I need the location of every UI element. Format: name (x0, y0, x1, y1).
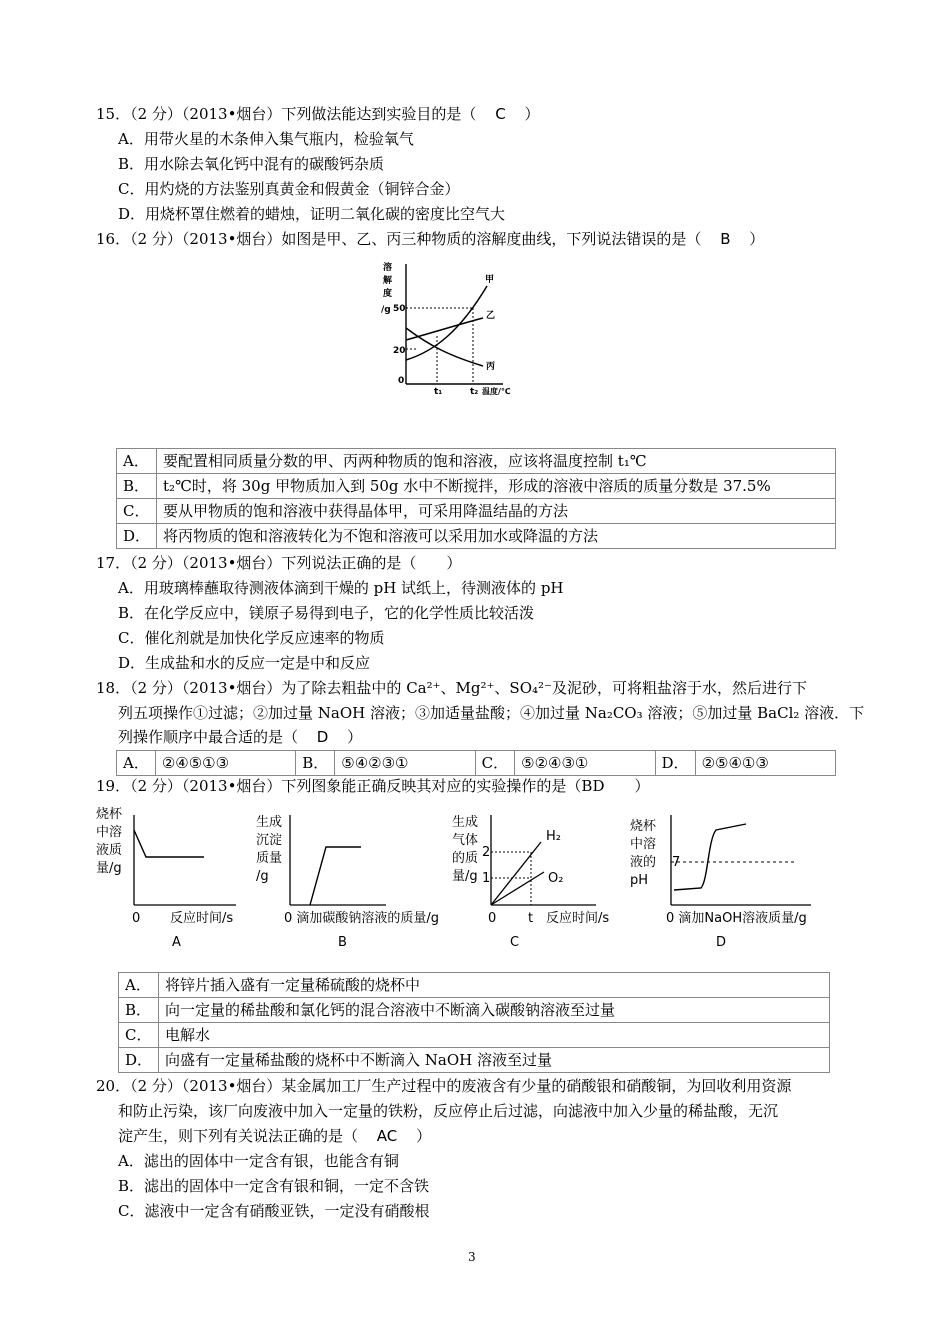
c-xlabel: 反应时间/s (546, 911, 610, 926)
graph-ylabel-2: 解 (383, 276, 393, 286)
t1-label: t₁ (434, 387, 443, 397)
a-origin: 0 (132, 911, 141, 926)
x-axis-label: 温度/℃ (482, 387, 511, 396)
a-ylabel-1: 烧杯 (96, 807, 123, 822)
q19-option-b: B． 向一定量的稀盐酸和氯化钙的混合溶液中不断滴入碳酸钠溶液至过量 (119, 998, 830, 1023)
tick-50: 50 (393, 304, 406, 314)
c-origin: 0 (488, 911, 497, 926)
b-ylabel-3: 质量 (256, 851, 283, 866)
b-ylabel-4: /g (256, 869, 269, 884)
d-curve (674, 824, 746, 890)
c-h2-label: H₂ (546, 829, 561, 844)
q16-stem: 16．（2 分）（2013•烟台）如图是甲、乙、丙三种物质的溶解度曲线，下列说法错误的是（ B ） (96, 230, 765, 248)
c-line-h2 (491, 842, 541, 905)
q19-options-table (118, 972, 830, 1073)
b-ylabel-1: 生成 (256, 815, 283, 830)
label-jia: 甲 (485, 275, 495, 285)
q18-option-a-label: A． (117, 751, 156, 776)
a-ylabel-4: 量/g (96, 861, 122, 876)
q15-option-c: C．用灼烧的方法鉴别真黄金和假黄金（铜锌合金） (118, 180, 460, 198)
c-ylabel-2: 气体 (452, 833, 479, 848)
q16-options-table (116, 448, 836, 549)
q16-answer: B (720, 230, 731, 248)
c-tick-2: 2 (482, 845, 491, 860)
curve-bing (406, 328, 483, 366)
q18-option-b-label: B． (296, 751, 335, 776)
q17-option-d: D．生成盐和水的反应一定是中和反应 (118, 654, 371, 672)
q15-option-b: B．用水除去氧化钙中混有的碳酸钙杂质 (118, 155, 385, 173)
d-ylabel-3: 液的 (630, 855, 657, 870)
c-ylabel-1: 生成 (452, 815, 479, 830)
b-xlabel: 0 滴加碳酸钠溶液的质量/g (284, 911, 440, 926)
q17-stem: 17．（2 分）（2013•烟台）下列说法正确的是（ ） (96, 554, 462, 572)
q19-option-c: C． 电解水 (119, 1023, 830, 1048)
q18-option-d: ②⑤④①③ (695, 751, 835, 776)
solubility-graph (375, 256, 525, 406)
q18-option-c-label: C． (475, 751, 514, 776)
q18-option-a: ②④⑤①③ (155, 751, 295, 776)
label-bing: 丙 (486, 362, 496, 372)
q18-line3: 列操作顺序中最合适的是（ D ） (118, 728, 363, 746)
q16-option-a: A． 要配置相同质量分数的甲、丙两种物质的饱和溶液，应该将温度控制 t₁℃ (117, 449, 836, 474)
c-caption: C (510, 935, 520, 950)
d-caption: D (716, 935, 727, 950)
b-ylabel-2: 沉淀 (256, 833, 283, 848)
a-caption: A (172, 935, 181, 950)
q18-option-d-label: D． (655, 751, 695, 776)
label-yi: 乙 (486, 311, 496, 321)
t2-label: t₂ (470, 387, 479, 397)
q17-option-a: A．用玻璃棒蘸取待测液体滴到干燥的 pH 试纸上，待测液体的 pH (118, 579, 564, 597)
b-curve (310, 847, 361, 905)
c-o2-label: O₂ (548, 871, 564, 886)
q16-option-d: D． 将丙物质的饱和溶液转化为不饱和溶液可以采用加水或降温的方法 (117, 524, 836, 549)
q15-option-d: D．用烧杯罩住燃着的蜡烛，证明二氧化碳的密度比空气大 (118, 205, 506, 223)
q17-option-b: B．在化学反应中，镁原子易得到电子，它的化学性质比较活泼 (118, 604, 535, 622)
q20-option-c: C．滤液中一定含有硝酸亚铁，一定没有硝酸根 (118, 1202, 430, 1220)
q18-option-b: ⑤④②③① (335, 751, 475, 776)
a-ylabel-2: 中溶 (96, 825, 123, 840)
a-curve (134, 830, 204, 857)
q18-answer: D (316, 728, 329, 746)
d-ylabel-4: pH (630, 873, 649, 888)
d-ylabel-2: 中溶 (630, 837, 657, 852)
c-line-o2 (491, 872, 544, 905)
c-tick-1: 1 (482, 871, 491, 886)
a-xlabel: 反应时间/s (170, 911, 234, 926)
page-number: 3 (468, 1250, 476, 1264)
q17-option-c: C．催化剂就是加快化学反应速率的物质 (118, 629, 385, 647)
c-t-label: t (528, 911, 534, 926)
q19-graphs (96, 800, 836, 960)
q18-options-table (116, 750, 836, 776)
q20-option-a: A．滤出的固体中一定含有银，也能含有铜 (118, 1152, 399, 1170)
q15-option-a: A．用带火星的木条伸入集气瓶内，检验氧气 (118, 130, 414, 148)
graph-ylabel-3: 度 (383, 289, 393, 299)
q20-line3: 淀产生，则下列有关说法正确的是（ AC ） (118, 1127, 432, 1145)
q18-line1: 18．（2 分）（2013•烟台）为了除去粗盐中的 Ca²⁺、Mg²⁺、SO₄²⁻及泥砂，可将粗盐溶于水，然后进行下 (96, 679, 807, 697)
q15-stem: 15．（2 分）（2013•烟台）下列做法能达到实验目的是（ C ） (96, 105, 540, 123)
q19-option-a: A． 将锌片插入盛有一定量稀硫酸的烧杯中 (119, 973, 830, 998)
q19-option-d: D． 向盛有一定量稀盐酸的烧杯中不断滴入 NaOH 溶液至过量 (119, 1048, 830, 1073)
q18-line2: 列五项操作①过滤；②加过量 NaOH 溶液；③加适量盐酸；④加过量 Na₂CO₃ 溶液；⑤加过量 BaCl₂ 溶液．下 (118, 704, 865, 722)
q16-option-b: B． t₂℃时，将 30g 甲物质加入到 50g 水中不断搅拌，形成的溶液中溶质的质量分数是 37.5% (117, 474, 836, 499)
q20-option-b: B．滤出的固体中一定含有银和铜，一定不含铁 (118, 1177, 430, 1195)
d-tick-7: 7 (672, 855, 681, 870)
b-caption: B (338, 935, 347, 950)
curve-jia (406, 286, 487, 360)
graph-ylabel-1: 溶 (383, 263, 393, 273)
c-ylabel-3: 的质 (452, 851, 479, 866)
q18-option-c: ⑤②④③① (515, 751, 655, 776)
c-ylabel-4: 量/g (452, 869, 478, 884)
a-ylabel-3: 液质 (96, 843, 123, 858)
d-xlabel: 0 滴加NaOH溶液质量/g (666, 911, 807, 926)
q15-answer: C (495, 105, 506, 123)
graph-ylabel-4: /g (381, 305, 391, 315)
q20-answer: AC (376, 1127, 398, 1145)
q19-stem: 19．（2 分）（2013•烟台）下列图象能正确反映其对应的实验操作的是（BD ） (96, 777, 650, 795)
tick-20: 20 (393, 346, 406, 356)
q20-line2: 和防止污染，该厂向废液中加入一定量的铁粉，反应停止后过滤，向滤液中加入少量的稀盐酸，无沉 (118, 1102, 779, 1120)
d-ylabel-1: 烧杯 (630, 819, 657, 834)
origin-label: 0 (398, 376, 405, 386)
q20-line1: 20．（2 分）（2013•烟台）某金属加工厂生产过程中的废液含有少量的硝酸银和硝酸铜，为回收利用资源 (96, 1077, 792, 1095)
q16-option-c: C． 要从甲物质的饱和溶液中获得晶体甲，可采用降温结晶的方法 (117, 499, 836, 524)
